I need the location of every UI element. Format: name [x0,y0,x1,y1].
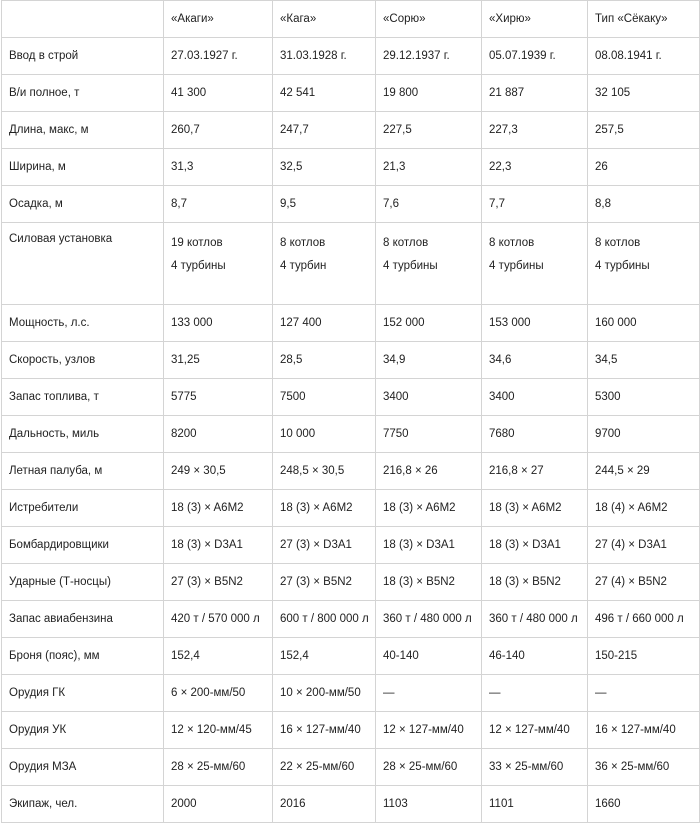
value-cell: 18 (3) × B5N2 [376,564,482,601]
boilers-text: 19 котлов [171,237,223,249]
carrier-comparison-table [1,0,700,823]
value-cell: 8,8 [588,186,700,223]
table-row [2,38,700,75]
value-cell: 227,5 [376,112,482,149]
table-row [2,490,700,527]
value-cell: 6 × 200-мм/50 [164,675,273,712]
value-cell: 33 × 25-мм/60 [482,749,588,786]
value-cell: 27 (4) × B5N2 [588,564,700,601]
row-label: Истребители [2,490,164,527]
value-cell: 216,8 × 27 [482,453,588,490]
value-cell: 153 000 [482,305,588,342]
row-label: Дальность, миль [2,416,164,453]
value-cell: 22 × 25-мм/60 [273,749,376,786]
value-cell: 40-140 [376,638,482,675]
value-cell: 10 × 200-мм/50 [273,675,376,712]
value-cell: 27 (3) × B5N2 [273,564,376,601]
value-cell: 18 (3) × A6M2 [273,490,376,527]
value-cell: 152 000 [376,305,482,342]
row-label: Силовая установка [2,223,164,305]
value-cell: 7,7 [482,186,588,223]
turbines-text: 4 турбины [383,260,438,272]
value-cell: 34,9 [376,342,482,379]
row-label: Орудия ГК [2,675,164,712]
value-cell: 7750 [376,416,482,453]
table-row [2,527,700,564]
value-cell: 18 (3) × D3A1 [482,527,588,564]
table-row [2,675,700,712]
value-cell: 600 т / 800 000 л [273,601,376,638]
value-cell: — [588,675,700,712]
value-cell: 32 105 [588,75,700,112]
header-row [2,1,700,38]
value-cell: 34,5 [588,342,700,379]
value-cell: 5300 [588,379,700,416]
table-row [2,75,700,112]
table-row [2,149,700,186]
turbines-text: 4 турбины [489,260,544,272]
turbines-text: 4 турбин [280,260,327,272]
value-cell: 7680 [482,416,588,453]
value-cell: 152,4 [273,638,376,675]
value-cell: 249 × 30,5 [164,453,273,490]
table-row [2,564,700,601]
value-cell: 8200 [164,416,273,453]
header-cell: Тип «Сёкаку» [588,1,700,38]
value-cell: 42 541 [273,75,376,112]
value-cell: 2016 [273,786,376,823]
value-cell: 31.03.1928 г. [273,38,376,75]
value-cell: 420 т / 570 000 л [164,601,273,638]
value-cell: 247,7 [273,112,376,149]
row-label: В/и полное, т [2,75,164,112]
value-cell: 41 300 [164,75,273,112]
header-cell: «Акаги» [164,1,273,38]
value-cell: 216,8 × 26 [376,453,482,490]
value-cell: 360 т / 480 000 л [376,601,482,638]
value-cell: 31,25 [164,342,273,379]
value-cell: 08.08.1941 г. [588,38,700,75]
value-cell: 127 400 [273,305,376,342]
value-cell: 26 [588,149,700,186]
table-row [2,749,700,786]
value-cell [588,223,700,305]
value-cell [482,223,588,305]
value-cell: 12 × 127-мм/40 [482,712,588,749]
value-cell: 28 × 25-мм/60 [164,749,273,786]
turbines-text: 4 турбины [595,260,650,272]
value-cell: 18 (3) × D3A1 [376,527,482,564]
value-cell: 22,3 [482,149,588,186]
value-cell: 46-140 [482,638,588,675]
header-cell-empty [2,1,164,38]
boilers-text: 8 котлов [383,237,429,249]
value-cell: 05.07.1939 г. [482,38,588,75]
value-cell: 244,5 × 29 [588,453,700,490]
value-cell: 1101 [482,786,588,823]
table-row [2,786,700,823]
table-row [2,638,700,675]
value-cell: 496 т / 660 000 л [588,601,700,638]
value-cell: — [376,675,482,712]
table-row [2,379,700,416]
value-cell: 18 (4) × A6M2 [588,490,700,527]
value-cell: 12 × 127-мм/40 [376,712,482,749]
value-cell: 32,5 [273,149,376,186]
row-label: Скорость, узлов [2,342,164,379]
row-label: Ввод в строй [2,38,164,75]
header-cell: «Сорю» [376,1,482,38]
value-cell: 12 × 120-мм/45 [164,712,273,749]
boilers-text: 8 котлов [280,237,326,249]
value-cell: 360 т / 480 000 л [482,601,588,638]
value-cell: 9,5 [273,186,376,223]
value-cell: 27 (4) × D3A1 [588,527,700,564]
value-cell: 5775 [164,379,273,416]
row-label: Длина, макс, м [2,112,164,149]
row-label: Орудия МЗА [2,749,164,786]
boilers-text: 8 котлов [595,237,641,249]
value-cell: 36 × 25-мм/60 [588,749,700,786]
row-label: Летная палуба, м [2,453,164,490]
boilers-text: 8 котлов [489,237,535,249]
row-label: Бомбардировщики [2,527,164,564]
value-cell: 248,5 × 30,5 [273,453,376,490]
row-label: Орудия УК [2,712,164,749]
value-cell: 7500 [273,379,376,416]
value-cell: 29.12.1937 г. [376,38,482,75]
row-label: Экипаж, чел. [2,786,164,823]
row-label: Запас топлива, т [2,379,164,416]
value-cell [273,223,376,305]
value-cell: 133 000 [164,305,273,342]
value-cell: 8,7 [164,186,273,223]
value-cell: 160 000 [588,305,700,342]
turbines-text: 4 турбины [171,260,226,272]
value-cell: 31,3 [164,149,273,186]
value-cell: 2000 [164,786,273,823]
value-cell: 260,7 [164,112,273,149]
value-cell: 27 (3) × D3A1 [273,527,376,564]
table-body [2,1,700,823]
row-label: Броня (пояс), мм [2,638,164,675]
value-cell: 227,3 [482,112,588,149]
value-cell: 16 × 127-мм/40 [588,712,700,749]
value-cell: 7,6 [376,186,482,223]
value-cell: 34,6 [482,342,588,379]
value-cell: 257,5 [588,112,700,149]
row-label: Запас авиабензина [2,601,164,638]
value-cell: 19 800 [376,75,482,112]
header-cell: «Кага» [273,1,376,38]
row-label: Осадка, м [2,186,164,223]
value-cell: 9700 [588,416,700,453]
value-cell: 16 × 127-мм/40 [273,712,376,749]
value-cell: 27 (3) × B5N2 [164,564,273,601]
row-label: Ударные (Т-носцы) [2,564,164,601]
header-cell: «Хирю» [482,1,588,38]
value-cell [164,223,273,305]
value-cell: — [482,675,588,712]
value-cell: 18 (3) × B5N2 [482,564,588,601]
value-cell: 1103 [376,786,482,823]
table-row [2,416,700,453]
table-row [2,305,700,342]
table-row [2,223,700,305]
value-cell: 21 887 [482,75,588,112]
value-cell: 18 (3) × D3A1 [164,527,273,564]
value-cell: 28,5 [273,342,376,379]
value-cell: 18 (3) × A6M2 [164,490,273,527]
table-row [2,186,700,223]
value-cell: 150-215 [588,638,700,675]
value-cell: 3400 [482,379,588,416]
value-cell: 1660 [588,786,700,823]
table-row [2,112,700,149]
table-row [2,601,700,638]
value-cell: 18 (3) × A6M2 [376,490,482,527]
value-cell: 28 × 25-мм/60 [376,749,482,786]
table-row [2,712,700,749]
value-cell: 152,4 [164,638,273,675]
table-row [2,453,700,490]
value-cell [376,223,482,305]
value-cell: 3400 [376,379,482,416]
value-cell: 10 000 [273,416,376,453]
row-label: Ширина, м [2,149,164,186]
row-label: Мощность, л.с. [2,305,164,342]
value-cell: 21,3 [376,149,482,186]
table-row [2,342,700,379]
value-cell: 18 (3) × A6M2 [482,490,588,527]
value-cell: 27.03.1927 г. [164,38,273,75]
